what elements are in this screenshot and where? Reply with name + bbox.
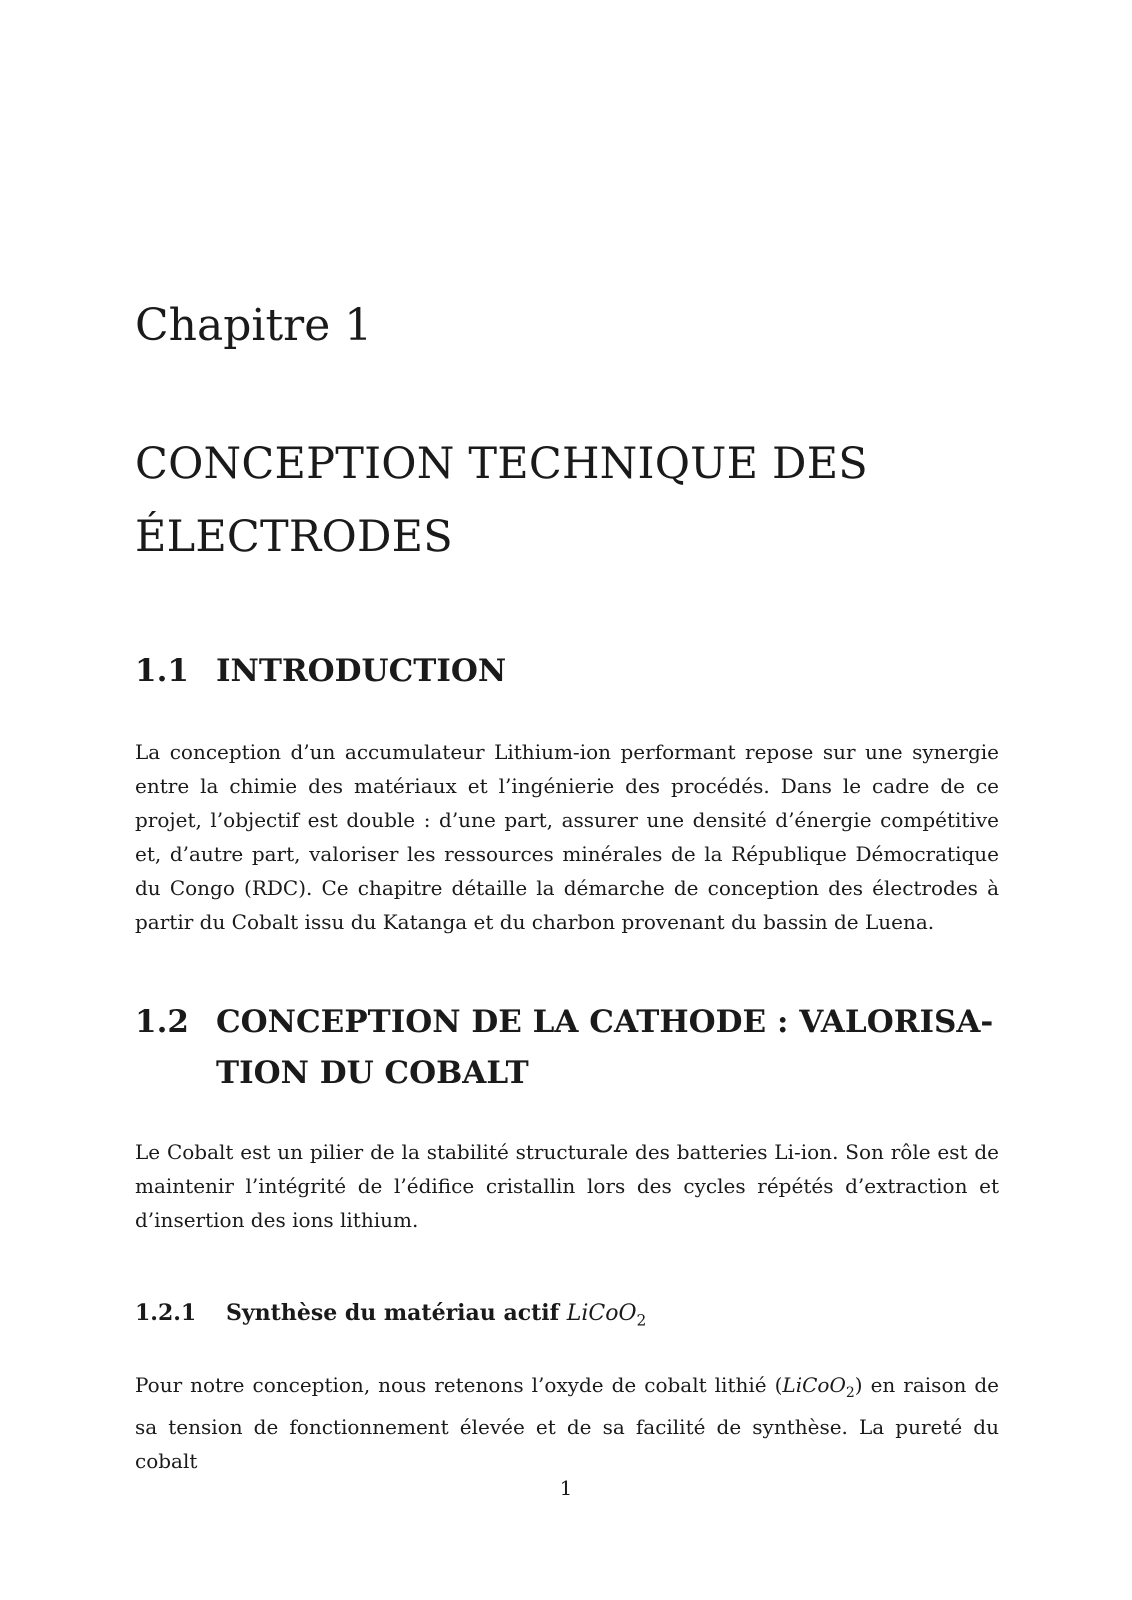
- chapter-title-line1: CONCEPTION TECHNIQUE DES: [135, 439, 868, 489]
- chapter-label: Chapitre 1: [135, 300, 373, 351]
- inline-formula-licoo2: [782, 1373, 855, 1401]
- section-heading-cathode: [135, 997, 999, 1099]
- section-number: 1.2: [135, 1004, 189, 1040]
- formula-subscript: 2: [636, 1311, 647, 1330]
- formula-licoo2: [566, 1301, 647, 1330]
- formula-base: LiCoO: [566, 1301, 637, 1326]
- section-title: INTRODUCTION: [216, 653, 507, 689]
- section-number: 1.1: [135, 653, 189, 689]
- inline-formula-base: LiCoO: [782, 1373, 846, 1397]
- subsection-title-text: Synthèse du matériau actif: [226, 1300, 560, 1326]
- section-title-line2: TION DU COBALT: [216, 1055, 529, 1091]
- synthese-text-before: Pour notre conception, nous retenons l’oxyde de cobalt lithié (: [135, 1373, 783, 1397]
- chapter-title: [135, 428, 999, 574]
- subsection-title: [226, 1297, 646, 1336]
- synthese-paragraph: [135, 1368, 999, 1478]
- section-heading-introduction: [135, 646, 999, 697]
- section-title: [216, 997, 999, 1099]
- introduction-paragraph: La conception d’un accumulateur Lithium-ion performant repose sur une synergie entre la chimie des matériaux et l’ingénierie des procédés. Dans le cadre de ce projet, l’objectif est double : d’une part, assurer une densité d’énergie compétitive et, d’autre part, valoriser les ressources minérales de la République Démocratique du Congo (RDC). Ce chapitre détaille la démarche de conception des électrodes à partir du Cobalt issu du Katanga et du charbon provenant du bassin de Luena.: [135, 740, 999, 934]
- page-number: 1: [559, 1476, 573, 1500]
- chapter-title-line2: ÉLECTRODES: [135, 512, 453, 562]
- synthese-text-after: ) en raison de sa tension de fonctionnement élevée et de sa facilité de synthèse. La pureté du cobalt: [135, 1373, 1000, 1473]
- cathode-paragraph: Le Cobalt est un pilier de la stabilité structurale des batteries Li-ion. Son rôle est de maintenir l’intégrité de l’édifice cristallin lors des cycles répétés d’extraction et d’insertion des ions lithium.: [135, 1140, 999, 1232]
- subsection-number: 1.2.1: [135, 1300, 197, 1326]
- inline-formula-subscript: 2: [845, 1385, 855, 1401]
- subsection-heading-synthese: [135, 1297, 999, 1336]
- section-title-line1: CONCEPTION DE LA CATHODE : VALORISA-: [216, 1004, 994, 1040]
